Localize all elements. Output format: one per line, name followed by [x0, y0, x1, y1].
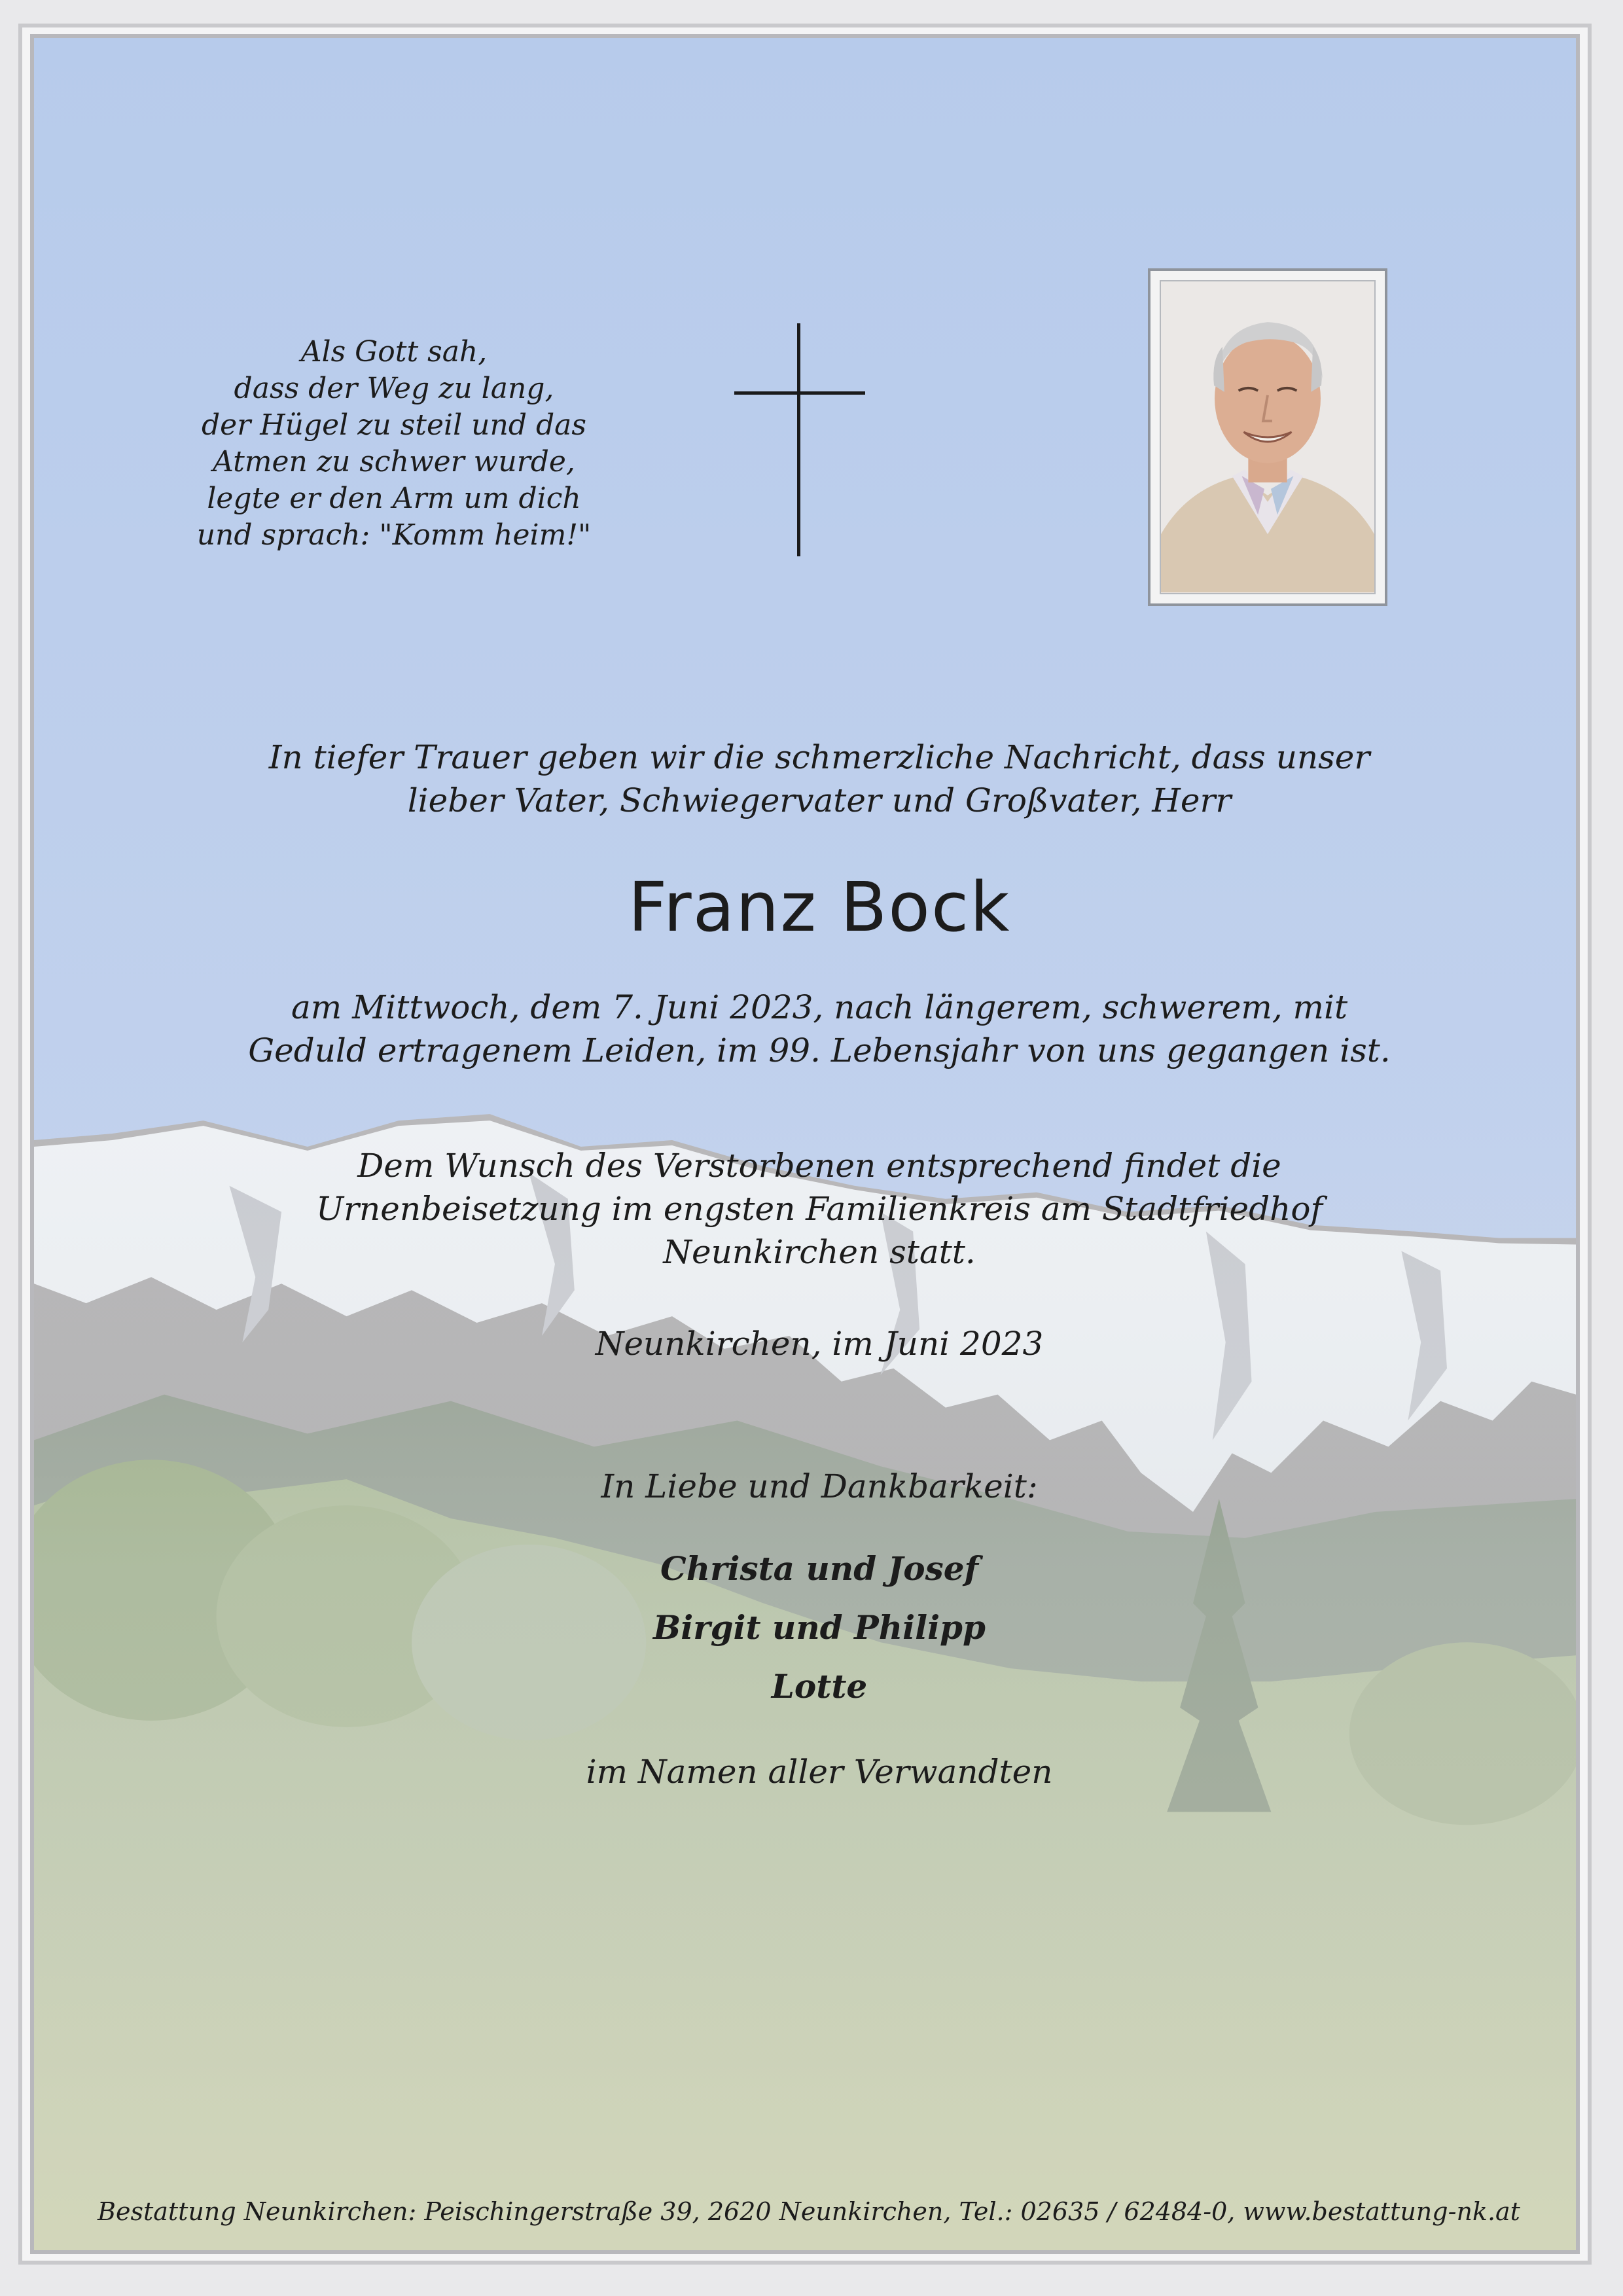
burial-wish-line: Dem Wunsch des Verstorbenen entsprechend findet die [357, 1147, 1281, 1185]
verse-line: dass der Weg zu lang, [234, 372, 554, 405]
verse-line: Atmen zu schwer wurde, [213, 445, 575, 478]
verse-line: der Hügel zu steil und das [202, 408, 586, 442]
portrait-photo-frame [1148, 268, 1387, 606]
obituary-content [34, 38, 1576, 2250]
announcement-line: lieber Vater, Schwiegervater und Großvater, Herr [407, 781, 1232, 819]
burial-wish-line: Urnenbeisetzung im engsten Familienkreis am Stadtfriedhof [316, 1190, 1323, 1228]
burial-wish [165, 1144, 1474, 1274]
deceased-name: Franz Bock [628, 867, 1011, 947]
relatives-line: im Namen aller Verwandten [586, 1753, 1053, 1791]
death-notice-line: Geduld ertragenem Leiden, im 99. Lebensjahr von uns gegangen ist. [248, 1031, 1391, 1069]
portrait-photo [1160, 280, 1376, 594]
cross-icon [734, 323, 865, 556]
burial-wish-line: Neunkirchen statt. [663, 1233, 976, 1271]
mourner-name: Christa und Josef [660, 1549, 979, 1588]
place-and-date: Neunkirchen, im Juni 2023 [595, 1325, 1044, 1363]
mourner-name: Lotte [771, 1667, 868, 1706]
portrait-drawing [1161, 281, 1374, 593]
death-notice-line: am Mittwoch, dem 7. Juni 2023, nach längerem, schwerem, mit [291, 988, 1348, 1026]
announcement-line: In tiefer Trauer geben wir die schmerzliche Nachricht, dass unser [268, 738, 1370, 776]
thanks-line: In Liebe und Dankbarkeit: [601, 1467, 1038, 1505]
mourner-name: Birgit und Philipp [653, 1608, 986, 1647]
announcement-text [165, 736, 1474, 822]
memorial-verse [158, 334, 630, 554]
verse-line: und sprach: "Komm heim!" [196, 518, 592, 552]
verse-line: Als Gott sah, [300, 335, 488, 368]
death-notice [165, 986, 1474, 1072]
verse-line: legte er den Arm um dich [207, 482, 581, 515]
inner-frame [30, 34, 1580, 2254]
funeral-home-footer: Bestattung Neunkirchen: Peischingerstraße 39, 2620 Neunkirchen, Tel.: 02635 / 62484-0, www.bestattung-nk.at [98, 2197, 1520, 2226]
